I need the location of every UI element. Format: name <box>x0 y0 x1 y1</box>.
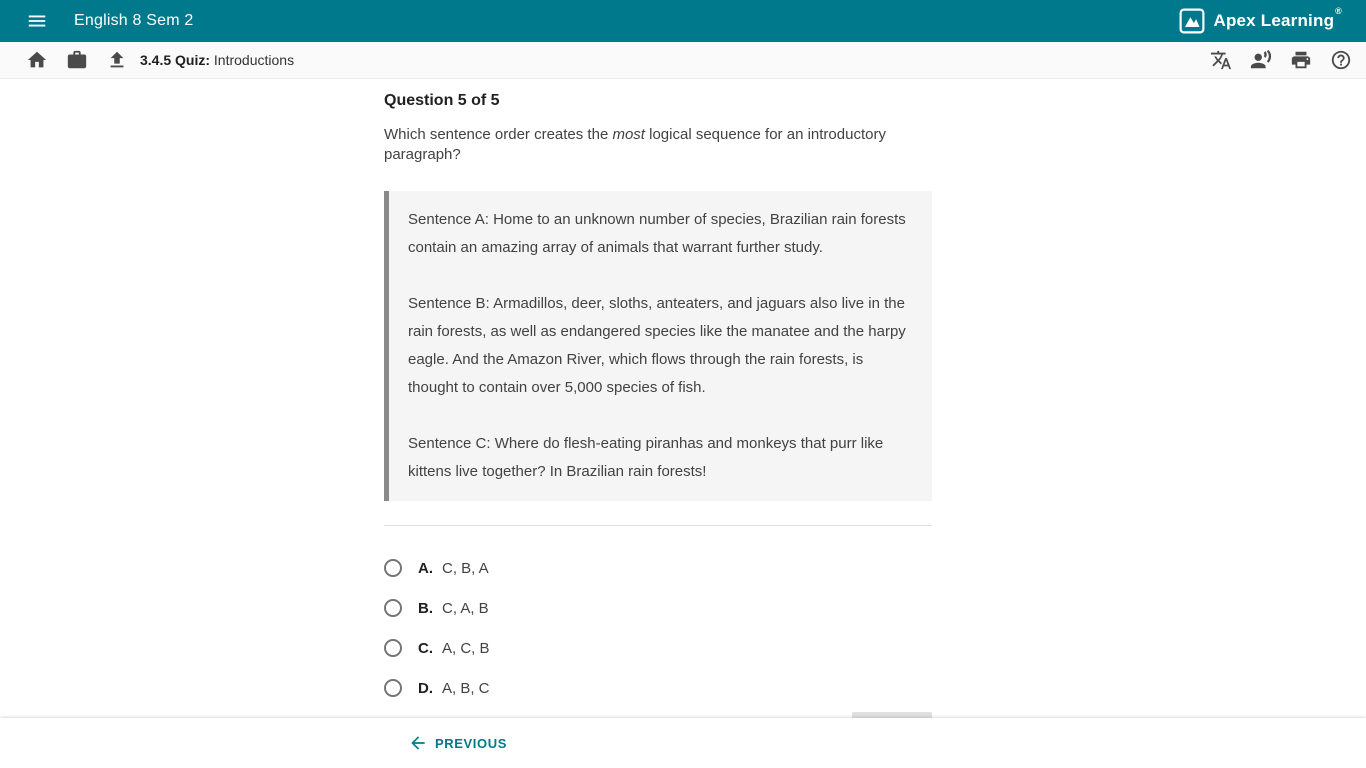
answer-option-d[interactable] <box>384 668 932 708</box>
apex-logo-icon <box>1179 8 1205 34</box>
help-icon[interactable] <box>1330 49 1352 71</box>
question-progress: Question 5 of 5 <box>384 92 500 109</box>
activity-toolbar <box>0 42 1366 79</box>
question-prompt: Which sentence order creates the most logical sequence for an introductory paragraph? <box>384 126 886 163</box>
app-header <box>0 0 1366 42</box>
registered-mark: ® <box>1335 6 1342 17</box>
answer-options <box>384 548 932 708</box>
divider <box>384 525 932 526</box>
briefcase-icon[interactable] <box>66 49 88 71</box>
option-d-text: A, B, C <box>442 679 490 697</box>
answer-option-c[interactable] <box>384 628 932 668</box>
option-d-letter: D. <box>418 679 433 697</box>
option-c-radio[interactable] <box>384 639 402 657</box>
upload-icon[interactable] <box>106 49 128 71</box>
option-b-letter: B. <box>418 599 433 617</box>
print-icon[interactable] <box>1290 49 1312 71</box>
home-icon[interactable] <box>26 49 48 71</box>
brand-name: Apex Learning® <box>1213 6 1342 30</box>
option-a-text: C, B, A <box>442 559 489 577</box>
answer-option-a[interactable] <box>384 548 932 588</box>
activity-name: Introductions <box>213 52 295 68</box>
activity-number: 3.4.5 <box>140 52 172 68</box>
toolbar-right-icons <box>1210 49 1352 71</box>
footer-bar <box>0 718 1366 768</box>
option-c-text: A, C, B <box>442 639 490 657</box>
option-a-letter: A. <box>418 559 433 577</box>
quiz-content <box>384 79 932 708</box>
passage-quote <box>384 191 932 501</box>
translate-icon[interactable] <box>1210 49 1232 71</box>
arrow-left-icon <box>408 733 428 753</box>
hamburger-menu-icon[interactable] <box>26 10 48 32</box>
passage-sentence-c: Sentence C: Where do flesh-eating piranhas and monkeys that purr like kittens live together? In Brazilian rain forests! <box>408 435 884 480</box>
option-d-radio[interactable] <box>384 679 402 697</box>
option-b-text: C, A, B <box>442 599 489 617</box>
previous-label: PREVIOUS <box>435 735 507 751</box>
activity-title <box>140 52 294 68</box>
passage-sentence-a: Sentence A: Home to an unknown number of species, Brazilian rain forests contain an amazing array of animals that warrant further study. <box>408 211 906 256</box>
activity-type: Quiz: <box>175 52 211 68</box>
option-b-radio[interactable] <box>384 599 402 617</box>
previous-button[interactable] <box>400 727 515 759</box>
course-title: English 8 Sem 2 <box>74 12 194 29</box>
passage-sentence-b: Sentence B: Armadillos, deer, sloths, anteaters, and jaguars also live in the rain forests, as well as endangered species like the manatee and the harpy eagle. And the Amazon River, which flows through the rain forests, is thought to contain over 5,000 species of fish. <box>408 295 906 396</box>
prompt-emphasis: most <box>612 126 645 143</box>
apex-learning-logo <box>1179 8 1342 34</box>
option-a-radio[interactable] <box>384 559 402 577</box>
text-to-speech-icon[interactable] <box>1250 49 1272 71</box>
answer-option-b[interactable] <box>384 588 932 628</box>
option-c-letter: C. <box>418 639 433 657</box>
